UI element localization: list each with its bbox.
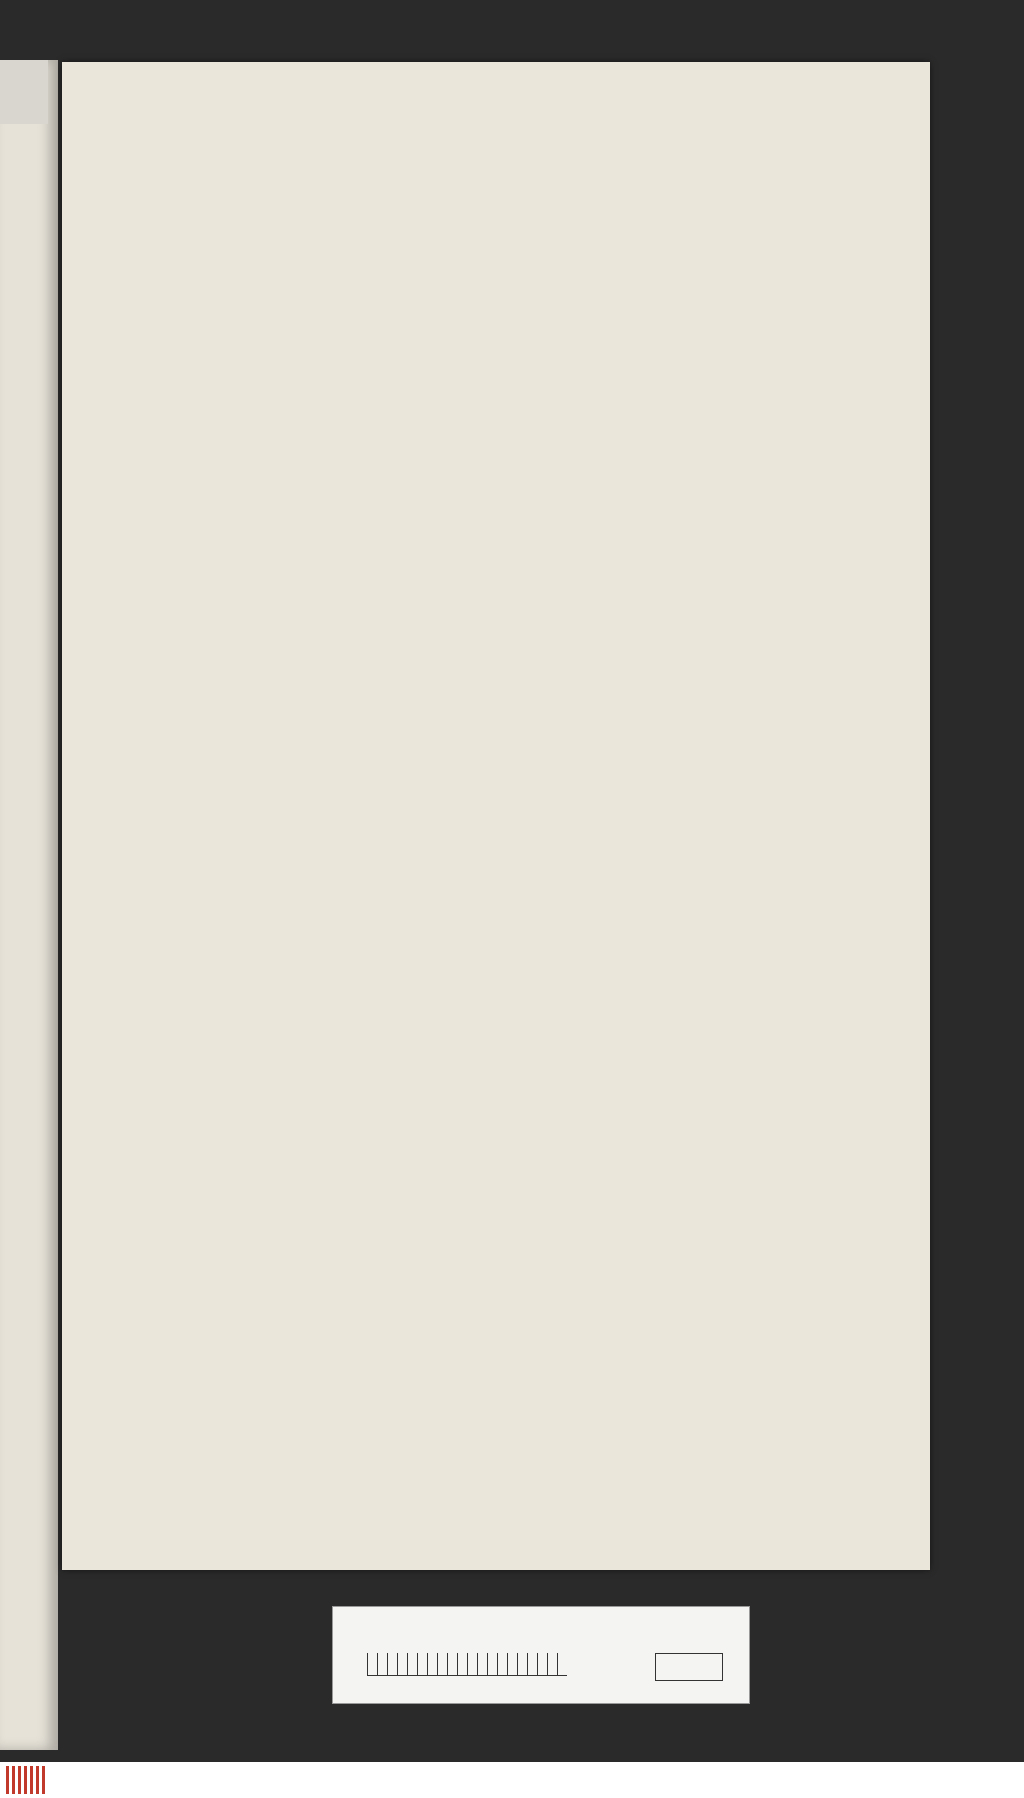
main-text (118, 232, 758, 246)
scale-ruler (367, 1653, 567, 1676)
book-page (62, 62, 930, 1570)
facing-page-tab (0, 60, 48, 124)
facing-page-edge (0, 60, 58, 1750)
color-calibration-card (332, 1606, 750, 1704)
hab-logo-icon (6, 1766, 46, 1794)
footer-bar (0, 1762, 1024, 1798)
gray-scale-swatch (655, 1653, 723, 1681)
